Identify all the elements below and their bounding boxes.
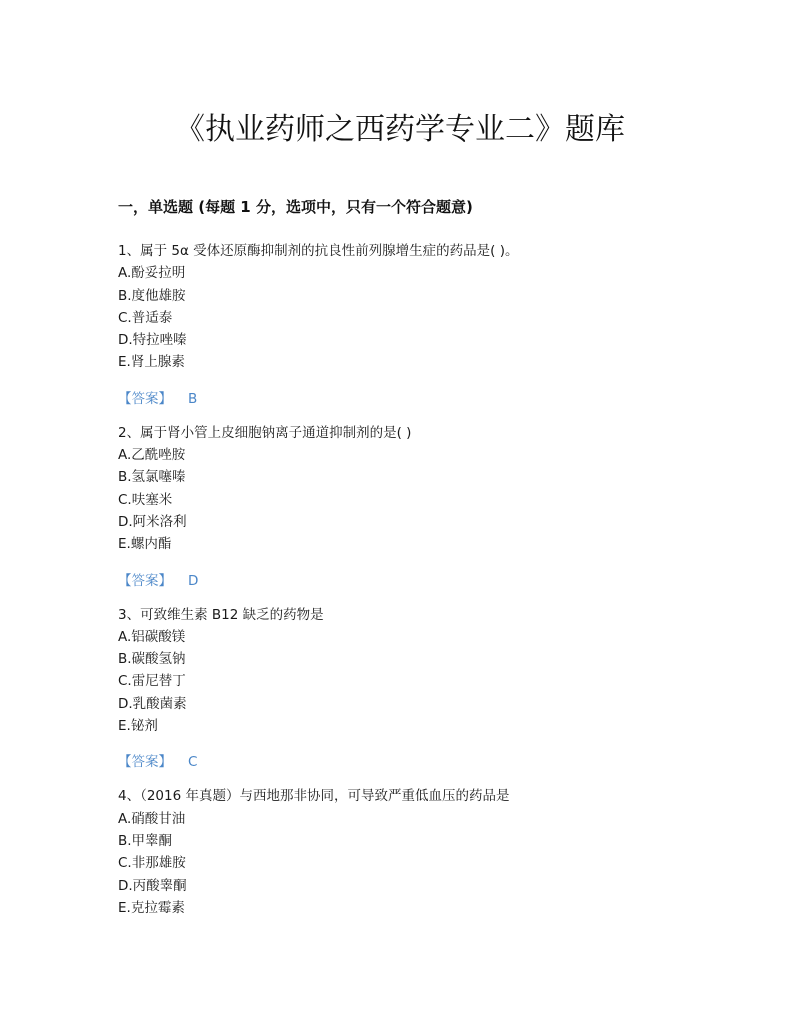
answer-line — [118, 570, 718, 592]
option-b: B.甲睾酮 — [118, 832, 173, 849]
option-e: E.肾上腺素 — [118, 354, 185, 371]
question-2 — [118, 422, 718, 592]
answer-line — [118, 388, 718, 410]
option-c: C.普适泰 — [118, 309, 173, 326]
option-a: A.铝碳酸镁 — [118, 628, 186, 645]
option-a: A.乙酰唑胺 — [118, 447, 186, 464]
question-stem: 2、属于肾小管上皮细胞钠离子通道抑制剂的是( ) — [118, 424, 412, 441]
question-stem: 1、属于 5α 受体还原酶抑制剂的抗良性前列腺增生症的药品是( )。 — [118, 243, 519, 259]
option-d: D.乳酸菌素 — [118, 695, 187, 712]
question-1 — [118, 240, 718, 410]
answer-value: B — [188, 390, 198, 407]
question-4 — [118, 785, 718, 919]
question-3 — [118, 604, 718, 774]
answer-line — [118, 751, 718, 773]
option-c: C.非那雄胺 — [118, 855, 186, 872]
option-c: C.雷尼替丁 — [118, 673, 186, 690]
option-d: D.阿米洛利 — [118, 513, 187, 530]
option-b: B.氢氯噻嗪 — [118, 469, 186, 486]
option-a: A.酚妥拉明 — [118, 265, 186, 282]
option-b: B.度他雄胺 — [118, 287, 186, 304]
answer-label: 【答案】 — [118, 572, 172, 589]
question-stem: 3、可致维生素 B12 缺乏的药物是 — [118, 606, 324, 623]
option-e: E.克拉霉素 — [118, 899, 185, 916]
answer-label: 【答案】 — [118, 754, 172, 771]
option-d: D.特拉唑嗪 — [118, 332, 187, 349]
section-heading: 一，单选题 (每题 1 分，选项中，只有一个符合题意) — [118, 198, 473, 216]
document-title: 《执业药师之西药学专业二》题库 — [175, 112, 625, 147]
option-e: E.螺内酯 — [118, 536, 172, 553]
option-a: A.硝酸甘油 — [118, 810, 186, 827]
option-c: C.呋塞米 — [118, 491, 173, 508]
option-e: E.铋剂 — [118, 718, 158, 735]
question-stem: 4、（2016 年真题）与西地那非协同，可导致严重低血压的药品是 — [118, 788, 510, 805]
question-list — [118, 240, 718, 919]
option-b: B.碳酸氢钠 — [118, 651, 186, 668]
answer-value: C — [188, 754, 198, 771]
answer-value: D — [188, 572, 199, 589]
answer-label: 【答案】 — [118, 390, 172, 407]
option-d: D.丙酸睾酮 — [118, 877, 187, 894]
